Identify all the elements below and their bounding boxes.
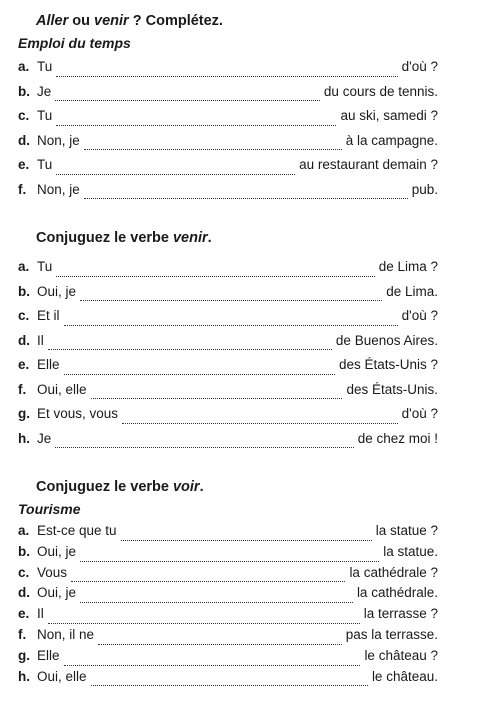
- item-ending: la cathédrale.: [356, 585, 438, 601]
- answer-blank[interactable]: [80, 547, 379, 562]
- answer-blank[interactable]: [56, 62, 397, 77]
- exercise-item: [18, 104, 438, 129]
- item-ending: pub.: [411, 181, 438, 197]
- item-ending: la cathédrale ?: [349, 564, 438, 580]
- exercise-item: [18, 402, 438, 427]
- exercise-item: [18, 80, 438, 105]
- item-letter: e.: [18, 157, 30, 172]
- item-prompt: Oui, je: [37, 283, 77, 299]
- item-ending: d'où ?: [401, 406, 438, 421]
- item-letter: a.: [18, 523, 30, 538]
- answer-blank[interactable]: [121, 526, 372, 541]
- item-ending: de chez moi !: [357, 430, 438, 446]
- item-prompt: Il: [37, 606, 44, 622]
- answer-blank[interactable]: [56, 111, 336, 126]
- exercise-venir: [18, 229, 438, 451]
- exercise-item: [18, 583, 438, 604]
- exercise-item: [18, 55, 438, 80]
- answer-blank[interactable]: [64, 311, 398, 326]
- title-word-aller: Aller: [36, 13, 69, 29]
- answer-blank[interactable]: [55, 86, 320, 101]
- item-letter: d.: [18, 332, 30, 348]
- item-prompt: Elle: [37, 647, 60, 663]
- item-prompt: Tu: [37, 157, 53, 172]
- item-letter: f.: [18, 626, 27, 642]
- answer-blank[interactable]: [56, 160, 295, 175]
- item-letter: b.: [18, 283, 30, 299]
- answer-blank[interactable]: [84, 184, 408, 199]
- item-prompt: Oui, je: [37, 543, 77, 559]
- answer-blank[interactable]: [48, 609, 360, 624]
- exercise-subtitle: Tourisme: [18, 501, 81, 517]
- answer-blank[interactable]: [64, 360, 335, 375]
- exercise-voir: [18, 478, 438, 687]
- item-ending: le château.: [371, 668, 438, 684]
- item-ending: le château ?: [364, 647, 438, 663]
- title-instruction: ? Complétez.: [128, 13, 223, 29]
- item-letter: f.: [18, 381, 27, 397]
- exercise-item: [18, 542, 438, 563]
- exercise-item: [18, 178, 438, 203]
- exercise-item: [18, 129, 438, 154]
- item-ending: au restaurant demain ?: [299, 157, 438, 172]
- answer-blank[interactable]: [98, 630, 342, 645]
- item-ending: pas la terrasse.: [345, 626, 438, 642]
- exercise-item: [18, 378, 438, 403]
- item-ending: du cours de tennis.: [323, 83, 438, 99]
- answer-blank[interactable]: [56, 262, 374, 277]
- answer-blank[interactable]: [80, 286, 382, 301]
- item-ending: de Buenos Aires.: [335, 332, 438, 348]
- answer-blank[interactable]: [80, 588, 353, 603]
- exercise-item: [18, 667, 438, 688]
- item-letter: c.: [18, 564, 30, 580]
- answer-blank[interactable]: [64, 651, 361, 666]
- exercise-item: [18, 563, 438, 584]
- item-prompt: Oui, je: [37, 585, 77, 601]
- item-letter: h.: [18, 430, 30, 446]
- item-letter: d.: [18, 585, 30, 601]
- item-ending: de Lima ?: [378, 259, 438, 274]
- answer-blank[interactable]: [71, 567, 345, 582]
- exercise-title: [36, 12, 438, 30]
- exercise-item: [18, 255, 438, 280]
- title-verb: venir: [172, 230, 208, 246]
- title-connector: ou: [68, 13, 95, 29]
- answer-blank[interactable]: [84, 135, 342, 150]
- answer-blank[interactable]: [55, 433, 353, 448]
- item-prompt: Tu: [37, 59, 53, 74]
- answer-blank[interactable]: [122, 409, 398, 424]
- item-letter: e.: [18, 357, 30, 372]
- item-ending: d'où ?: [401, 308, 438, 323]
- item-ending: la terrasse ?: [363, 606, 438, 622]
- exercise-aller-venir: [18, 12, 438, 202]
- item-prompt: Est-ce que tu: [37, 523, 117, 538]
- item-prompt: Je: [37, 430, 52, 446]
- item-letter: c.: [18, 308, 30, 323]
- title-period: .: [199, 479, 204, 495]
- item-letter: f.: [18, 181, 27, 197]
- item-ending: au ski, samedi ?: [340, 108, 438, 123]
- exercise-item: [18, 427, 438, 452]
- item-prompt: Non, il ne: [37, 626, 95, 642]
- item-ending: des États-Unis.: [346, 381, 438, 397]
- item-prompt: Et il: [37, 308, 60, 323]
- item-prompt: Tu: [37, 259, 53, 274]
- item-prompt: Elle: [37, 357, 60, 372]
- item-letter: c.: [18, 108, 30, 123]
- item-prompt: Oui, elle: [37, 668, 87, 684]
- item-prompt: Je: [37, 83, 52, 99]
- item-ending: à la campagne.: [345, 132, 438, 148]
- item-prompt: Non, je: [37, 132, 80, 148]
- exercise-item: [18, 521, 438, 542]
- item-letter: g.: [18, 406, 30, 421]
- item-letter: e.: [18, 606, 30, 622]
- item-ending: d'où ?: [401, 59, 438, 74]
- item-ending: des États-Unis ?: [338, 357, 438, 372]
- answer-blank[interactable]: [91, 384, 343, 399]
- exercise-item: [18, 329, 438, 354]
- title-word-venir: venir: [94, 13, 129, 29]
- item-letter: g.: [18, 647, 30, 663]
- item-prompt: Et vous, vous: [37, 406, 119, 421]
- exercise-title: [36, 478, 438, 496]
- exercise-item: [18, 353, 438, 378]
- item-letter: d.: [18, 132, 30, 148]
- item-ending: la statue.: [383, 543, 438, 559]
- exercise-item: [18, 304, 438, 329]
- item-prompt: Oui, elle: [37, 381, 87, 397]
- item-ending: de Lima.: [386, 283, 438, 299]
- item-letter: b.: [18, 543, 30, 559]
- item-letter: h.: [18, 668, 30, 684]
- exercise-title: [36, 229, 438, 247]
- exercise-subtitle: Emploi du temps: [18, 35, 131, 51]
- item-letter: a.: [18, 259, 30, 274]
- item-prompt: Il: [37, 332, 44, 348]
- item-prompt: Vous: [37, 564, 68, 580]
- exercise-item: [18, 646, 438, 667]
- exercise-item: [18, 280, 438, 305]
- item-prompt: Tu: [37, 108, 53, 123]
- title-instruction: Conjuguez le verbe: [36, 479, 173, 495]
- exercise-item: [18, 625, 438, 646]
- item-ending: la statue ?: [375, 523, 438, 538]
- exercise-item: [18, 153, 438, 178]
- exercise-item: [18, 604, 438, 625]
- title-period: .: [207, 230, 212, 246]
- title-instruction: Conjuguez le verbe: [36, 230, 173, 246]
- title-verb: voir: [172, 479, 200, 495]
- answer-blank[interactable]: [48, 335, 332, 350]
- item-letter: a.: [18, 59, 30, 74]
- answer-blank[interactable]: [91, 671, 368, 686]
- item-letter: b.: [18, 83, 30, 99]
- item-prompt: Non, je: [37, 181, 80, 197]
